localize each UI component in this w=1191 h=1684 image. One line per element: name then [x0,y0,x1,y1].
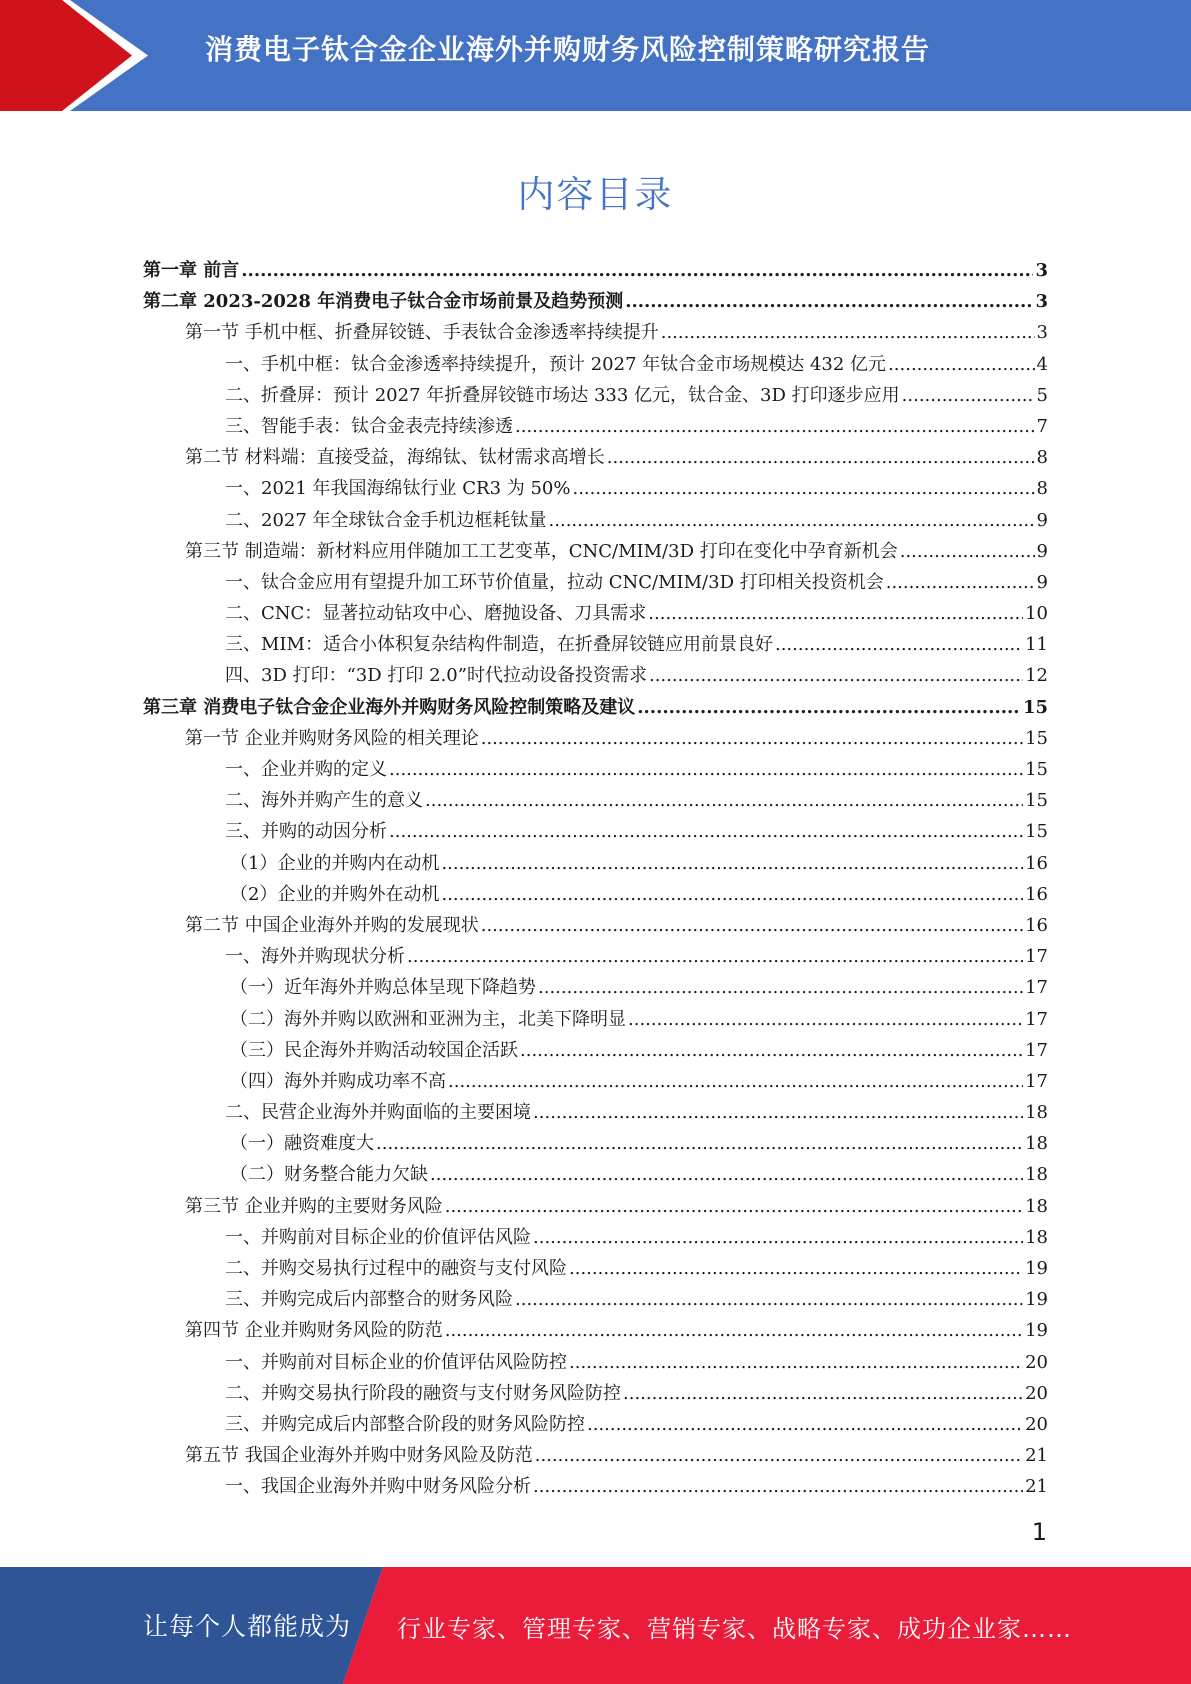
page-title: 内容目录 [517,173,674,216]
toc-entry[interactable] [143,723,1048,754]
toc-dot-leader [649,660,1023,691]
toc-entry-title: 第一节 企业并购财务风险的相关理论 [185,727,479,749]
toc-entry-page: 20 [1025,1351,1048,1373]
toc-entry-title: 三、并购的动因分析 [225,821,387,843]
toc-entry-title: 第一章 前言 [143,260,240,281]
toc-dot-leader [628,1004,1023,1035]
toc-dot-leader [569,1347,1023,1378]
toc-dot-leader [533,1471,1023,1502]
toc-entry-title: 二、并购交易执行阶段的融资与支付财务风险防控 [225,1382,621,1404]
footer-slogan-right: 行业专家、管理专家、营销专家、战略专家、成功企业家…… [397,1615,1072,1643]
toc-entry[interactable] [143,598,1048,629]
toc-entry-page: 15 [1025,821,1048,843]
toc-entry-page: 3 [1035,260,1048,281]
toc-entry-title: 三、并购完成后内部整合阶段的财务风险防控 [225,1413,585,1435]
toc-entry-page: 4 [1036,353,1048,375]
toc-dot-leader [572,473,1034,504]
toc-entry[interactable] [143,754,1048,785]
footer-banner [0,1567,1191,1684]
toc-entry-title: （二）海外并购以欧洲和亚洲为主，北美下降明显 [230,1008,626,1030]
toc-entry[interactable] [143,1253,1048,1284]
toc-entry[interactable] [143,1347,1048,1378]
report-title: 消费电子钛合金企业海外并购财务风险控制策略研究报告 [205,33,931,66]
toc-entry-title: 三、MIM：适合小体积复杂结构件制造，在折叠屏铰链应用前景良好 [225,634,773,656]
toc-entry[interactable] [143,1097,1048,1128]
toc-entry-title: 第三节 制造端：新材料应用伴随加工工艺变革，CNC/MIM/3D 打印在变化中孕育新机会 [185,540,898,562]
toc-entry-title: 第三章 消费电子钛合金企业海外并购财务风险控制策略及建议 [143,696,636,718]
toc-entry-title: 一、我国企业海外并购中财务风险分析 [225,1476,531,1498]
toc-entry-title: 四、3D 打印：“3D 打印 2.0”时代拉动设备投资需求 [225,665,647,687]
toc-entry-page: 7 [1036,415,1048,437]
toc-entry[interactable] [143,1159,1048,1190]
toc-entry-title: 二、CNC：显著拉动钻攻中心、磨抛设备、刀具需求 [225,603,647,625]
toc-entry[interactable] [143,411,1048,442]
toc-entry-page: 17 [1025,1070,1048,1092]
toc-dot-leader [481,723,1023,754]
toc-entry[interactable] [143,972,1048,1003]
toc-entry-page: 3 [1036,322,1048,344]
toc-entry-page: 18 [1025,1164,1048,1186]
toc-entry[interactable] [143,1004,1048,1035]
toc-entry[interactable] [143,1128,1048,1159]
toc-entry[interactable] [143,660,1048,691]
toc-entry[interactable] [143,255,1048,286]
toc-entry-page: 9 [1036,571,1048,593]
toc-entry[interactable] [143,816,1048,847]
toc-entry-page: 18 [1025,1195,1048,1217]
toc-entry[interactable] [143,692,1048,723]
toc-entry-page: 15 [1025,790,1048,812]
toc-entry-page: 17 [1025,946,1048,968]
toc-entry[interactable] [143,536,1048,567]
page-number: 1 [1031,1518,1047,1546]
toc-entry[interactable] [143,286,1048,317]
toc-entry-title: 第三节 企业并购的主要财务风险 [185,1195,443,1217]
toc-entry[interactable] [143,785,1048,816]
toc-entry-title: 一、2021 年我国海绵钛行业 CR3 为 50% [225,478,571,500]
toc-dot-leader [569,1253,1023,1284]
red-arrow-shape [0,0,148,111]
toc-dot-leader [538,972,1023,1003]
toc-entry-page: 15 [1022,696,1048,718]
toc-entry[interactable] [143,1066,1048,1097]
toc-dot-leader [902,380,1035,411]
toc-entry-page: 10 [1025,603,1048,625]
toc-dot-leader [661,317,1035,348]
toc-entry-title: 二、民营企业海外并购面临的主要困境 [225,1102,531,1124]
toc-entry[interactable] [143,1440,1048,1471]
toc-entry-page: 17 [1025,1039,1048,1061]
toc-entry-page: 16 [1025,883,1048,905]
toc-dot-leader [607,442,1035,473]
toc-dot-leader [389,754,1023,785]
toc-dot-leader [637,692,1021,723]
toc-entry-page: 21 [1025,1445,1048,1467]
toc-entry-page: 16 [1025,914,1048,936]
toc-entry-page: 20 [1025,1382,1048,1404]
toc-entry-title: 一、并购前对目标企业的价值评估风险 [225,1226,531,1248]
toc-entry[interactable] [143,380,1048,411]
toc-entry-title: 第二节 材料端：直接受益，海绵钛、钛材需求高增长 [185,447,605,469]
toc-entry-title: 第二节 中国企业海外并购的发展现状 [185,914,479,936]
toc-entry[interactable] [143,1409,1048,1440]
toc-dot-leader [445,1315,1023,1346]
header-banner [0,0,1191,111]
toc-entry[interactable] [143,1471,1048,1502]
toc-dot-leader [900,536,1035,567]
toc-dot-leader [445,1191,1023,1222]
toc-entry-title: 一、企业并购的定义 [225,759,387,780]
toc-entry-page: 15 [1025,727,1048,749]
toc-dot-leader [520,1035,1023,1066]
toc-dot-leader [389,816,1023,847]
toc-entry-title: 一、海外并购现状分析 [225,946,405,968]
toc-dot-leader [625,286,1033,317]
toc-entry-page: 18 [1025,1133,1048,1155]
toc-entry[interactable] [143,1315,1048,1346]
toc-entry-page: 8 [1036,447,1048,469]
toc-entry-title: 一、手机中框：钛合金渗透率持续提升，预计 2027 年钛合金市场规模达 432 亿元 [225,353,887,375]
toc-entry[interactable] [143,473,1048,504]
footer-slogan-left: 让每个人都能成为 [143,1612,352,1641]
toc-entry-title: （三）民企海外并购活动较国企活跃 [230,1039,518,1061]
toc-entry-title: 二、2027 年全球钛合金手机边框耗钛量 [225,509,547,531]
toc-entry-title: （2）企业的并购外在动机 [230,883,440,905]
toc-entry-title: 二、并购交易执行过程中的融资与支付风险 [225,1258,567,1279]
toc-entry-title: 第一节 手机中框、折叠屏铰链、手表钛合金渗透率持续提升 [185,322,659,344]
toc-entry-page: 18 [1025,1226,1048,1248]
toc-entry-title: 一、并购前对目标企业的价值评估风险防控 [225,1351,567,1373]
toc-entry[interactable] [143,1191,1048,1222]
toc-dot-leader [623,1378,1023,1409]
toc-entry-page: 12 [1025,665,1048,687]
toc-entry-page: 11 [1025,634,1048,656]
toc-dot-leader [533,1097,1023,1128]
toc-entry[interactable] [143,567,1048,598]
toc-entry-page: 3 [1035,291,1048,313]
toc-entry-page: 15 [1025,759,1048,780]
toc-entry[interactable] [143,910,1048,941]
toc-entry-title: 第二章 2023-2028 年消费电子钛合金市场前景及趋势预测 [143,291,624,313]
toc-entry-page: 9 [1036,540,1048,562]
toc-dot-leader [481,910,1023,941]
toc-dot-leader [425,785,1023,816]
toc-dot-leader [515,411,1035,442]
toc-dot-leader [886,567,1035,598]
toc-entry-page: 5 [1036,384,1048,406]
toc-dot-leader [407,941,1023,972]
toc-entry-page: 19 [1025,1320,1048,1342]
toc-dot-leader [888,349,1034,380]
toc-entry[interactable] [143,1284,1048,1315]
toc-dot-leader [376,1128,1023,1159]
toc-entry-page: 20 [1025,1413,1048,1435]
toc-entry-title: 二、海外并购产生的意义 [225,790,423,812]
toc-entry[interactable] [143,1035,1048,1066]
toc-entry-title: （一）融资难度大 [230,1133,374,1155]
table-of-contents [143,255,1048,1503]
toc-entry-title: 三、并购完成后内部整合的财务风险 [225,1289,513,1311]
toc-dot-leader [430,1159,1023,1190]
toc-entry-page: 9 [1036,509,1048,531]
toc-entry[interactable] [143,941,1048,972]
toc-dot-leader [241,255,1033,286]
toc-dot-leader [535,1440,1023,1471]
toc-entry-title: 三、智能手表：钛合金表壳持续渗透 [225,415,513,437]
toc-entry-title: （四）海外并购成功率不高 [230,1070,446,1092]
toc-entry-title: 第四节 企业并购财务风险的防范 [185,1320,443,1342]
toc-entry-title: 第五节 我国企业海外并购中财务风险及防范 [185,1445,533,1467]
toc-dot-leader [648,598,1023,629]
toc-entry-title: （1）企业的并购内在动机 [230,852,440,874]
toc-dot-leader [441,879,1023,910]
toc-dot-leader [515,1284,1023,1315]
toc-entry[interactable] [143,1222,1048,1253]
toc-entry-page: 17 [1025,977,1048,999]
toc-entry[interactable] [143,442,1048,473]
toc-entry-page: 18 [1025,1102,1048,1124]
toc-dot-leader [549,505,1035,536]
toc-entry[interactable] [143,1378,1048,1409]
toc-dot-leader [448,1066,1023,1097]
toc-entry[interactable] [143,349,1048,380]
toc-dot-leader [775,629,1023,660]
toc-entry[interactable] [143,317,1048,348]
toc-entry[interactable] [143,629,1048,660]
toc-entry-page: 19 [1025,1258,1048,1279]
toc-entry-title: （二）财务整合能力欠缺 [230,1164,428,1186]
toc-entry-page: 8 [1036,478,1048,500]
toc-entry-page: 17 [1025,1008,1048,1030]
toc-dot-leader [587,1409,1023,1440]
toc-entry[interactable] [143,879,1048,910]
toc-entry-title: （一）近年海外并购总体呈现下降趋势 [230,977,536,999]
toc-entry-page: 19 [1025,1289,1048,1311]
toc-dot-leader [441,848,1023,879]
toc-entry-title: 一、钛合金应用有望提升加工环节价值量，拉动 CNC/MIM/3D 打印相关投资机会 [225,571,884,593]
toc-entry-page: 21 [1025,1476,1048,1498]
toc-entry-page: 16 [1025,852,1048,874]
toc-entry[interactable] [143,848,1048,879]
toc-entry[interactable] [143,505,1048,536]
toc-dot-leader [533,1222,1023,1253]
toc-entry-title: 二、折叠屏：预计 2027 年折叠屏铰链市场达 333 亿元，钛合金、3D 打印逐步应用 [225,384,900,406]
